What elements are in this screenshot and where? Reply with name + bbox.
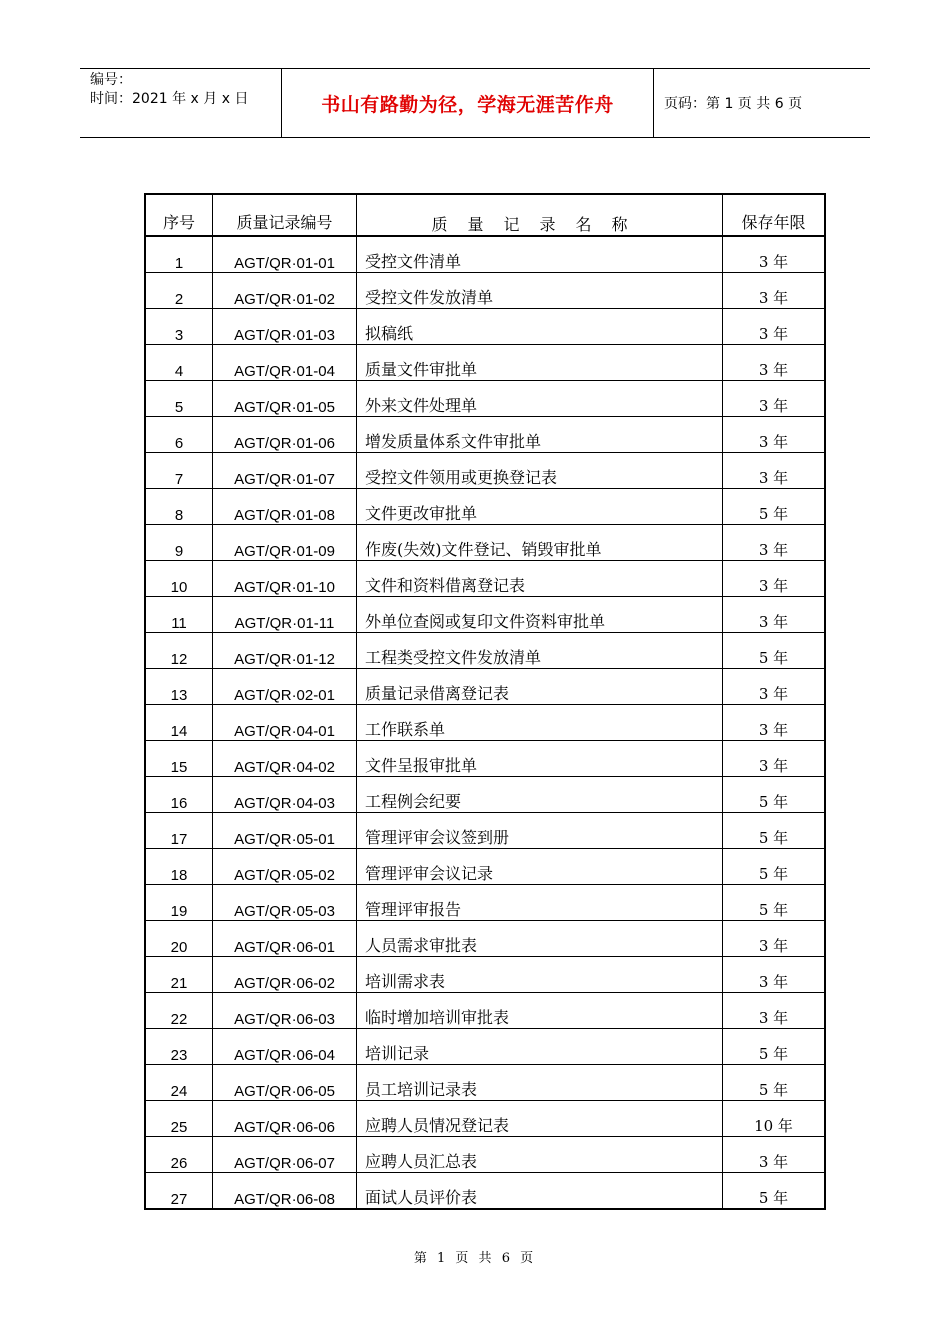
- row-code: AGT/QR·01-05: [213, 381, 357, 417]
- row-code: AGT/QR·01-04: [213, 345, 357, 381]
- row-index: 4: [145, 345, 213, 381]
- table-row: [145, 309, 825, 345]
- row-index: 5: [145, 381, 213, 417]
- row-code: AGT/QR·06-03: [213, 993, 357, 1029]
- row-code: AGT/QR·01-07: [213, 453, 357, 489]
- row-code: AGT/QR·01-09: [213, 525, 357, 561]
- row-index: 6: [145, 417, 213, 453]
- table-row: [145, 236, 825, 273]
- row-retention: 3 年: [723, 525, 826, 561]
- row-code: AGT/QR·01-02: [213, 273, 357, 309]
- row-code: AGT/QR·04-02: [213, 741, 357, 777]
- table-row: [145, 597, 825, 633]
- table-row: [145, 1137, 825, 1173]
- row-name: 临时增加培训审批表: [357, 993, 723, 1029]
- row-code: AGT/QR·01-03: [213, 309, 357, 345]
- table-row: [145, 417, 825, 453]
- row-name: 工作联系单: [357, 705, 723, 741]
- row-retention: 3 年: [723, 921, 826, 957]
- col-header-index: 序号: [145, 194, 213, 236]
- row-index: 12: [145, 633, 213, 669]
- row-retention: 5 年: [723, 1173, 826, 1210]
- table-row: [145, 1101, 825, 1137]
- row-name: 文件呈报审批单: [357, 741, 723, 777]
- table-row: [145, 921, 825, 957]
- row-name: 外来文件处理单: [357, 381, 723, 417]
- row-name: 应聘人员情况登记表: [357, 1101, 723, 1137]
- row-name: 面试人员评价表: [357, 1173, 723, 1210]
- row-retention: 10 年: [723, 1101, 826, 1137]
- row-code: AGT/QR·06-02: [213, 957, 357, 993]
- row-index: 15: [145, 741, 213, 777]
- col-header-retention: 保存年限: [723, 194, 826, 236]
- page-footer: 第 1 页 共 6 页: [413, 1251, 537, 1266]
- row-retention: 3 年: [723, 345, 826, 381]
- row-index: 23: [145, 1029, 213, 1065]
- row-name: 应聘人员汇总表: [357, 1137, 723, 1173]
- row-name: 质量文件审批单: [357, 345, 723, 381]
- row-name: 作废(失效)文件登记、销毁审批单: [357, 525, 723, 561]
- row-code: AGT/QR·01-01: [213, 236, 357, 273]
- row-index: 20: [145, 921, 213, 957]
- row-name: 增发质量体系文件审批单: [357, 417, 723, 453]
- row-code: AGT/QR·06-04: [213, 1029, 357, 1065]
- row-retention: 5 年: [723, 885, 826, 921]
- table-row: [145, 813, 825, 849]
- header-motto: 书山有路勤为径，学海无涯苦作舟: [282, 69, 654, 137]
- table-row: [145, 633, 825, 669]
- row-name: 管理评审会议记录: [357, 849, 723, 885]
- row-index: 19: [145, 885, 213, 921]
- row-retention: 3 年: [723, 669, 826, 705]
- row-retention: 5 年: [723, 777, 826, 813]
- row-code: AGT/QR·05-02: [213, 849, 357, 885]
- row-retention: 3 年: [723, 381, 826, 417]
- table-row: [145, 273, 825, 309]
- row-index: 26: [145, 1137, 213, 1173]
- table-row: [145, 1029, 825, 1065]
- row-name: 文件更改审批单: [357, 489, 723, 525]
- row-code: AGT/QR·06-01: [213, 921, 357, 957]
- row-code: AGT/QR·04-03: [213, 777, 357, 813]
- row-name: 受控文件发放清单: [357, 273, 723, 309]
- row-retention: 3 年: [723, 1137, 826, 1173]
- row-name: 管理评审报告: [357, 885, 723, 921]
- row-retention: 3 年: [723, 453, 826, 489]
- row-index: 3: [145, 309, 213, 345]
- row-index: 14: [145, 705, 213, 741]
- page-header: [80, 68, 870, 138]
- row-code: AGT/QR·06-08: [213, 1173, 357, 1210]
- row-name: 文件和资料借离登记表: [357, 561, 723, 597]
- row-retention: 5 年: [723, 813, 826, 849]
- row-index: 17: [145, 813, 213, 849]
- row-retention: 3 年: [723, 273, 826, 309]
- col-header-name: 质量记录名称: [357, 194, 723, 236]
- row-name: 受控文件领用或更换登记表: [357, 453, 723, 489]
- row-code: AGT/QR·01-11: [213, 597, 357, 633]
- row-retention: 3 年: [723, 561, 826, 597]
- col-header-code: 质量记录编号: [213, 194, 357, 236]
- row-retention: 5 年: [723, 1065, 826, 1101]
- row-retention: 3 年: [723, 597, 826, 633]
- table-row: [145, 993, 825, 1029]
- table-row: [145, 345, 825, 381]
- row-name: 培训记录: [357, 1029, 723, 1065]
- row-code: AGT/QR·04-01: [213, 705, 357, 741]
- row-index: 11: [145, 597, 213, 633]
- table-row: [145, 453, 825, 489]
- row-index: 25: [145, 1101, 213, 1137]
- number-label: 编号：: [90, 72, 132, 88]
- row-retention: 3 年: [723, 417, 826, 453]
- table-row: [145, 885, 825, 921]
- row-retention: 3 年: [723, 993, 826, 1029]
- row-code: AGT/QR·06-07: [213, 1137, 357, 1173]
- table-row: [145, 381, 825, 417]
- table-body: [145, 236, 825, 1209]
- quality-records-table: [144, 193, 826, 1210]
- row-retention: 3 年: [723, 741, 826, 777]
- row-index: 22: [145, 993, 213, 1029]
- table-row: [145, 705, 825, 741]
- row-retention: 3 年: [723, 957, 826, 993]
- row-name: 工程类受控文件发放清单: [357, 633, 723, 669]
- row-retention: 3 年: [723, 236, 826, 273]
- row-name: 管理评审会议签到册: [357, 813, 723, 849]
- row-index: 18: [145, 849, 213, 885]
- table-row: [145, 561, 825, 597]
- row-retention: 5 年: [723, 489, 826, 525]
- row-index: 24: [145, 1065, 213, 1101]
- row-index: 1: [145, 236, 213, 273]
- table-row: [145, 849, 825, 885]
- row-retention: 5 年: [723, 633, 826, 669]
- row-retention: 5 年: [723, 1029, 826, 1065]
- row-code: AGT/QR·01-12: [213, 633, 357, 669]
- table-header-row: [145, 194, 825, 236]
- row-name: 人员需求审批表: [357, 921, 723, 957]
- row-code: AGT/QR·01-06: [213, 417, 357, 453]
- row-index: 7: [145, 453, 213, 489]
- table-row: [145, 741, 825, 777]
- row-code: AGT/QR·01-10: [213, 561, 357, 597]
- table-row: [145, 1065, 825, 1101]
- time-label: 时间：2021 年 x 月 x 日: [90, 91, 249, 107]
- row-name: 受控文件清单: [357, 236, 723, 273]
- row-index: 16: [145, 777, 213, 813]
- row-code: AGT/QR·06-06: [213, 1101, 357, 1137]
- header-meta: [80, 69, 282, 137]
- row-retention: 5 年: [723, 849, 826, 885]
- table-row: [145, 777, 825, 813]
- row-index: 13: [145, 669, 213, 705]
- row-name: 外单位查阅或复印文件资料审批单: [357, 597, 723, 633]
- header-page-label: 页码：第 1 页 共 6 页: [664, 96, 803, 112]
- row-code: AGT/QR·01-08: [213, 489, 357, 525]
- row-index: 8: [145, 489, 213, 525]
- row-index: 2: [145, 273, 213, 309]
- row-index: 27: [145, 1173, 213, 1210]
- table-row: [145, 669, 825, 705]
- row-code: AGT/QR·02-01: [213, 669, 357, 705]
- row-code: AGT/QR·05-01: [213, 813, 357, 849]
- table-row: [145, 525, 825, 561]
- table-row: [145, 1173, 825, 1210]
- row-retention: 3 年: [723, 705, 826, 741]
- row-name: 质量记录借离登记表: [357, 669, 723, 705]
- table-row: [145, 489, 825, 525]
- row-code: AGT/QR·06-05: [213, 1065, 357, 1101]
- row-index: 10: [145, 561, 213, 597]
- row-name: 员工培训记录表: [357, 1065, 723, 1101]
- table-row: [145, 957, 825, 993]
- row-code: AGT/QR·05-03: [213, 885, 357, 921]
- row-name: 拟稿纸: [357, 309, 723, 345]
- row-index: 9: [145, 525, 213, 561]
- row-index: 21: [145, 957, 213, 993]
- row-retention: 3 年: [723, 309, 826, 345]
- row-name: 工程例会纪要: [357, 777, 723, 813]
- row-name: 培训需求表: [357, 957, 723, 993]
